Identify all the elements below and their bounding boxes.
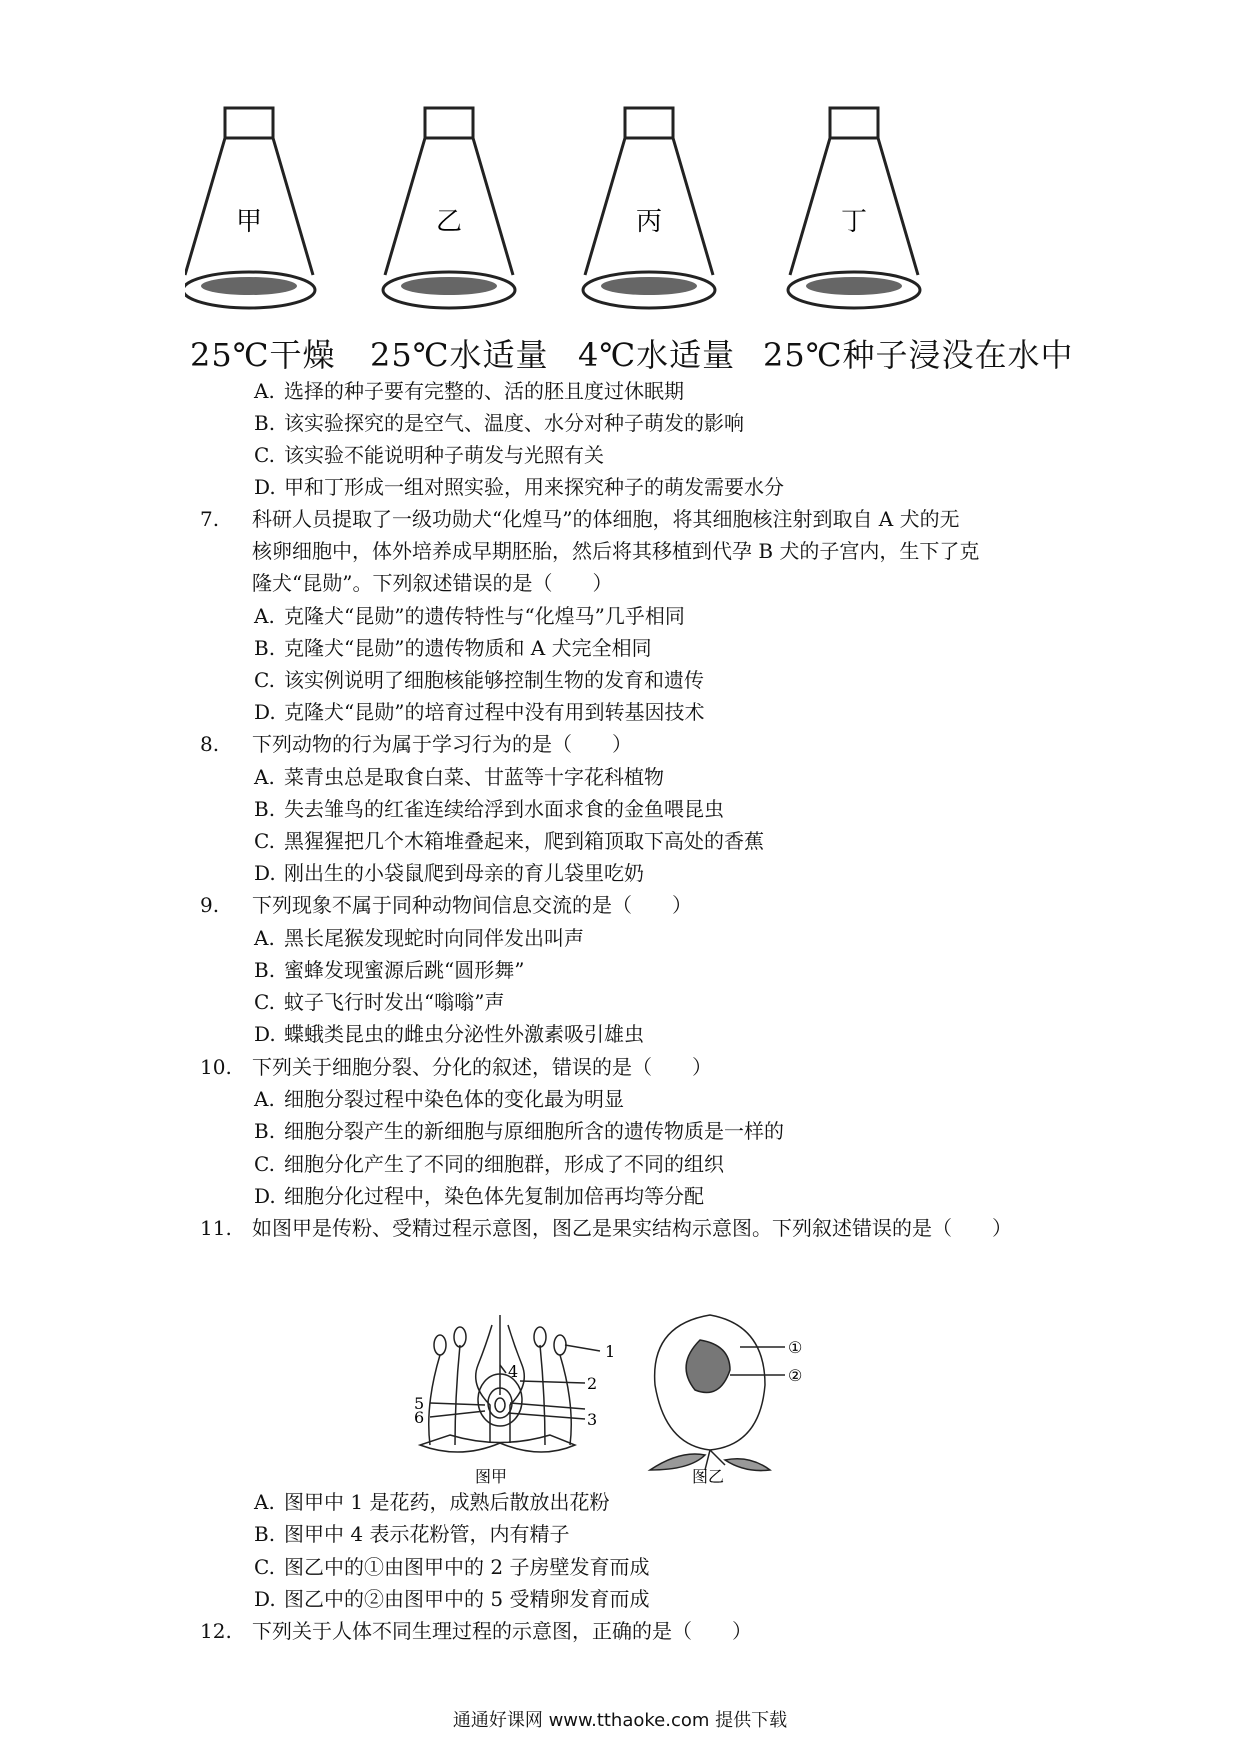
q10-option-d: D. 细胞分化过程中，染色体先复制加倍再均等分配: [254, 1184, 704, 1208]
flask-conditions-row: [185, 330, 1074, 374]
condition-bing: 4℃水适量: [578, 336, 736, 374]
q7-option-c: C. 该实例说明了细胞核能够控制生物的发育和遗传: [254, 668, 704, 692]
jia-label-1: 1: [605, 1342, 616, 1361]
seed-germination-flasks-figure: [185, 100, 1065, 360]
q11-option-d: D. 图乙中的②由图甲中的 5 受精卵发育而成: [254, 1587, 650, 1611]
q9-option-a: A. 黑长尾猴发现蛇时向同伴发出叫声: [254, 926, 584, 950]
q9-option-c: C. 蚊子飞行时发出“嗡嗡”声: [254, 990, 505, 1014]
condition-jia: 25℃干燥: [190, 336, 336, 374]
q10-option-a: A. 细胞分裂过程中染色体的变化最为明显: [254, 1087, 624, 1111]
yi-label-circle-1: ①: [788, 1338, 803, 1357]
q8-option-b: B. 失去雏鸟的红雀连续给浮到水面求食的金鱼喂昆虫: [254, 797, 724, 821]
condition-yi: 25℃水适量: [370, 336, 549, 374]
flask-label-yi: 乙: [435, 207, 463, 237]
flask-jia: [185, 108, 315, 308]
q6-option-c: C. 该实验不能说明种子萌发与光照有关: [254, 443, 604, 467]
jia-label-6: 6: [414, 1408, 425, 1427]
flask-ding: [788, 108, 920, 308]
flask-label-bing: 丙: [635, 207, 663, 237]
figure-yi-caption: 图乙: [692, 1467, 725, 1485]
q9-option-d: D. 蝶蛾类昆虫的雌虫分泌性外激素吸引雄虫: [254, 1022, 644, 1046]
q8-option-d: D. 刚出生的小袋鼠爬到母亲的育儿袋里吃奶: [254, 861, 644, 885]
q9-option-b: B. 蜜蜂发现蜜源后跳“圆形舞”: [254, 958, 525, 982]
q7-stem-line2: 核卵细胞中，体外培养成早期胚胎，然后将其移植到代孕 B 犬的子宫内，生下了克: [252, 539, 980, 563]
q10-option-c: C. 细胞分化产生了不同的细胞群，形成了不同的组织: [254, 1152, 724, 1176]
flask-bing: [583, 108, 715, 308]
figure-jia-flower: [420, 1315, 600, 1452]
figure-jia-caption: 图甲: [475, 1467, 508, 1485]
q7-option-b: B. 克隆犬“昆勋”的遗传物质和 A 犬完全相同: [254, 636, 652, 660]
q8-option-a: A. 菜青虫总是取食白菜、甘蓝等十字花科植物: [254, 765, 664, 789]
q6-option-b: B. 该实验探究的是空气、温度、水分对种子萌发的影响: [254, 411, 744, 435]
q7-option-a: A. 克隆犬“昆勋”的遗传特性与“化煌马”几乎相同: [254, 604, 685, 628]
page-footer: 通通好课网 www.tthaoke.com 提供下载: [452, 1710, 788, 1731]
q11-option-c: C. 图乙中的①由图甲中的 2 子房壁发育而成: [254, 1555, 650, 1579]
q8-option-c: C. 黑猩猩把几个木箱堆叠起来，爬到箱顶取下高处的香蕉: [254, 829, 764, 853]
condition-ding: 25℃种子浸没在水中: [763, 336, 1074, 374]
q7-option-d: D. 克隆犬“昆勋”的培育过程中没有用到转基因技术: [254, 700, 705, 724]
q11-option-a: A. 图甲中 1 是花药，成熟后散放出花粉: [254, 1490, 610, 1514]
jia-label-4: 4: [508, 1362, 519, 1381]
flask-yi: [383, 108, 515, 308]
figure-yi-fruit: [650, 1315, 785, 1471]
q10-option-b: B. 细胞分裂产生的新细胞与原细胞所含的遗传物质是一样的: [254, 1119, 784, 1143]
jia-label-2: 2: [587, 1374, 598, 1393]
flask-label-ding: 丁: [840, 207, 868, 237]
pollination-fruit-figure: [400, 1285, 860, 1485]
jia-label-5: 5: [414, 1394, 425, 1413]
q6-option-d: D. 甲和丁形成一组对照实验，用来探究种子的萌发需要水分: [254, 475, 784, 499]
q7-stem-line3: 隆犬“昆勋”。下列叙述错误的是（ ）: [252, 571, 613, 595]
q11-option-b: B. 图甲中 4 表示花粉管，内有精子: [254, 1522, 570, 1546]
yi-label-circle-2: ②: [788, 1366, 803, 1385]
jia-label-3: 3: [587, 1410, 598, 1429]
q6-option-a: A. 选择的种子要有完整的、活的胚且度过休眠期: [254, 379, 684, 403]
flask-label-jia: 甲: [235, 207, 263, 237]
